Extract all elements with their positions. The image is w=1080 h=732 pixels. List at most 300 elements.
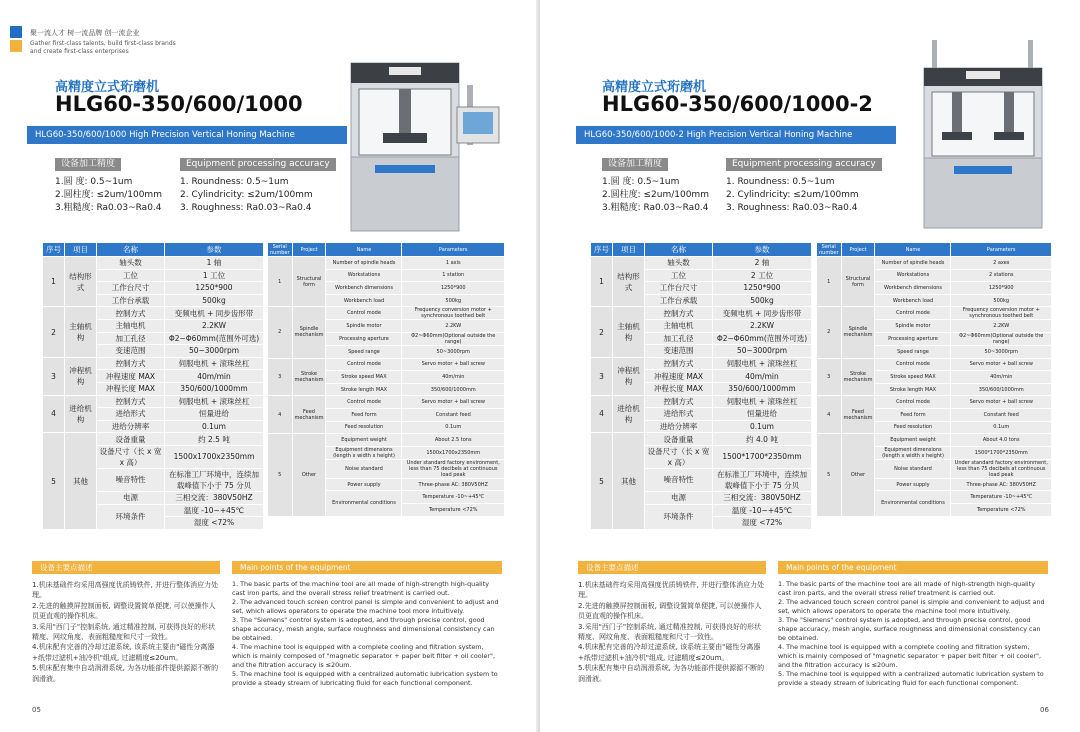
accuracy-pill-en: Equipment processing accuracy <box>180 158 336 171</box>
value-cell: 变频电机 + 同步齿形带 <box>713 307 812 320</box>
project-cell: 冲程机构 <box>613 357 645 395</box>
value-cell: 0.1um <box>402 421 505 434</box>
value-cell: 50~3000rpm <box>165 345 264 358</box>
accuracy-item: 3.粗糙度: Ra0.03~Ra0.4 <box>55 203 162 213</box>
accuracy-item: 1. Roundness: 0.5~1um <box>180 177 289 187</box>
name-cell: 主轴电机 <box>97 319 165 332</box>
name-cell: Processing aperture <box>875 332 951 345</box>
name-cell: 控制方式 <box>97 307 165 320</box>
name-cell: Power supply <box>326 478 402 491</box>
accuracy-item: 2.圆柱度: ≤2um/100mm <box>55 190 162 200</box>
accuracy-item: 2. Cylindricity: ≤2um/100mm <box>180 190 313 200</box>
name-cell: Spindle motor <box>875 320 951 333</box>
name-cell: Feed resolution <box>326 421 402 434</box>
feature-item: 3. The "Siemens" control system is adopted, and through precise control, good shape accuracy, mesh angle, surface roughness and dimensional consistency can be obtained. <box>232 616 495 642</box>
name-cell: Workstations <box>875 269 951 282</box>
name-cell: 冲程长度 MAX <box>645 382 713 395</box>
value-cell: Φ2~Φ60mm(范围外可选) <box>713 332 812 345</box>
features-list-en <box>778 580 1050 688</box>
value-cell: 三相交流：380V50HZ <box>165 491 264 504</box>
serial-cell: 1 <box>591 257 613 307</box>
serial-cell: 1 <box>43 257 65 307</box>
machine-image-single <box>345 55 505 235</box>
name-cell: Control mode <box>875 396 951 409</box>
name-cell: Noise standard <box>875 459 951 478</box>
table-row <box>268 307 505 320</box>
value-cell: Three-phase AC: 380V50HZ <box>951 478 1052 491</box>
features-title-en: Main points of the equipment <box>778 561 1048 574</box>
serial-cell: 5 <box>817 434 842 516</box>
value-cell: 温度 -10~+45℃ <box>165 504 264 517</box>
value-cell: 50~3000rpm <box>402 345 505 358</box>
header-cell: 序号 <box>591 243 613 257</box>
value-cell: Temperature <72% <box>402 503 505 516</box>
value-cell: 0.1um <box>165 420 264 433</box>
spec-body-cn <box>43 257 264 530</box>
feature-item: 5.机床配有集中自动润滑系统, 为各功能部件提供源源不断的润滑液。 <box>32 664 219 683</box>
project-cell: Feed mechanism <box>841 396 875 434</box>
name-cell: 工位 <box>97 269 165 282</box>
name-cell: Control mode <box>326 307 402 320</box>
name-cell: 电源 <box>97 491 165 504</box>
value-cell: 1500*1700*2350mm <box>713 445 812 468</box>
value-cell: 350/600/1000mm <box>951 383 1052 396</box>
accuracy-item: 3. Roughness: Ra0.03~Ra0.4 <box>180 203 312 213</box>
serial-cell: 3 <box>43 357 65 395</box>
serial-cell: 4 <box>43 395 65 433</box>
value-cell: 温度 -10~+45℃ <box>713 504 812 517</box>
value-cell: 0.1um <box>713 420 812 433</box>
product-bar: HLG60-350/600/1000-2 High Precision Vertical Honing Machine <box>576 126 896 144</box>
name-cell: Control mode <box>875 307 951 320</box>
project-cell: Feed mechanism <box>292 396 326 434</box>
page-right <box>540 0 1080 732</box>
name-cell: 冲程速度 MAX <box>645 370 713 383</box>
name-cell: Stroke speed MAX <box>875 371 951 384</box>
name-cell: Spindle motor <box>326 320 402 333</box>
value-cell: Servo motor + ball screw <box>402 358 505 371</box>
accuracy-item: 3. Roughness: Ra0.03~Ra0.4 <box>726 203 858 213</box>
value-cell: 50~3000rpm <box>951 345 1052 358</box>
name-cell: 噪音特性 <box>97 468 165 491</box>
name-cell: 轴头数 <box>645 257 713 270</box>
name-cell: Equipment dimensions (length x width x height) <box>875 446 951 459</box>
value-cell: Frequency conversion motor + synchronous toothed belt <box>951 307 1052 320</box>
header-cell: 项目 <box>613 243 645 257</box>
name-cell: 设备尺寸（长 x 宽 x 高） <box>645 445 713 468</box>
project-cell: 主轴机构 <box>65 307 97 357</box>
accuracy-item: 1.圆 度: 0.5~1um <box>55 177 133 187</box>
name-cell: 工作台尺寸 <box>97 282 165 295</box>
value-cell: 三相交流：380V50HZ <box>713 491 812 504</box>
table-row <box>268 434 505 447</box>
accuracy-item: 1.圆 度: 0.5~1um <box>602 177 680 187</box>
table-row <box>43 257 264 270</box>
accuracy-item: 3.粗糙度: Ra0.03~Ra0.4 <box>602 203 709 213</box>
accuracy-item: 2.圆柱度: ≤2um/100mm <box>602 190 709 200</box>
table-row <box>817 307 1052 320</box>
features-list-cn <box>32 580 220 684</box>
value-cell: 50~3000rpm <box>713 345 812 358</box>
table-row <box>817 257 1052 270</box>
table-row <box>43 433 264 446</box>
serial-cell: 3 <box>591 357 613 395</box>
name-cell: Feed resolution <box>875 421 951 434</box>
name-cell: Environmental conditions <box>875 491 951 516</box>
name-cell: Workbench load <box>875 294 951 307</box>
value-cell: 伺服电机 + 滚珠丝杠 <box>165 395 264 408</box>
name-cell: 冲程速度 MAX <box>97 370 165 383</box>
product-bar: HLG60-350/600/1000 High Precision Vertical Honing Machine <box>27 126 347 144</box>
value-cell: Constant feed <box>402 408 505 421</box>
value-cell: 0.1um <box>951 421 1052 434</box>
accuracy-item: 1. Roundness: 0.5~1um <box>726 177 835 187</box>
table-row <box>268 358 505 371</box>
serial-cell: 3 <box>268 358 293 396</box>
feature-item: 3.采用"西门子"控制系统, 通过精准控制, 可获得良好的形状精度、网纹角度、表面粗糙度和尺寸一致性。 <box>578 622 762 642</box>
table-row <box>591 257 812 270</box>
value-cell: 1250*900 <box>713 282 812 295</box>
value-cell: About 2.5 tons <box>402 434 505 447</box>
value-cell: 2 工位 <box>713 269 812 282</box>
value-cell: Constant feed <box>951 408 1052 421</box>
value-cell: 350/600/1000mm <box>165 382 264 395</box>
name-cell: 控制方式 <box>97 357 165 370</box>
table-row <box>817 434 1052 447</box>
name-cell: Power supply <box>875 478 951 491</box>
serial-cell: 4 <box>268 396 293 434</box>
slogan-en-line1: Gather first-class talents, build first-class brands <box>30 40 176 47</box>
accuracy-item: 2. Cylindricity: ≤2um/100mm <box>726 190 859 200</box>
value-cell: 40m/min <box>402 371 505 384</box>
name-cell: Workbench load <box>326 294 402 307</box>
feature-item: 5. The machine tool is equipped with a centralized automatic lubrication system to provide a steady stream of lubricating fluid for each functional component. <box>232 670 498 687</box>
feature-item: 5. The machine tool is equipped with a centralized automatic lubrication system to provide a steady stream of lubricating fluid for each functional component. <box>778 670 1044 687</box>
value-cell: 40m/min <box>713 370 812 383</box>
table-row <box>591 357 812 370</box>
name-cell: Stroke speed MAX <box>326 371 402 384</box>
table-row <box>591 307 812 320</box>
serial-cell: 1 <box>268 257 293 307</box>
value-cell: 1250*900 <box>951 282 1052 295</box>
serial-cell: 5 <box>43 433 65 529</box>
name-cell: 环境条件 <box>97 504 165 529</box>
name-cell: Control mode <box>326 358 402 371</box>
name-cell: 控制方式 <box>97 395 165 408</box>
value-cell: 500kg <box>402 294 505 307</box>
header-cell: Name <box>326 243 402 257</box>
header-cell: Project <box>841 243 875 257</box>
project-cell: Spindle mechanism <box>841 307 875 358</box>
feature-item: 3. The "Siemens" control system is adopted, and through precise control, good shape accuracy, mesh angle, surface roughness and dimensional consistency can be obtained. <box>778 616 1041 642</box>
accuracy-list-cn <box>602 176 709 215</box>
table-row <box>268 257 505 270</box>
serial-cell: 2 <box>817 307 842 358</box>
value-cell: 1500x1700x2350mm <box>165 445 264 468</box>
feature-item: 4. The machine tool is equipped with a complete cooling and filtration system, which is mainly composed of "magnetic separator + paper belt filter + oil cooler", and the filtration accuracy is ≤20um. <box>232 643 496 669</box>
header-cell: 名称 <box>97 243 165 257</box>
value-cell: 1250*900 <box>402 282 505 295</box>
value-cell: 在标准工厂环境中，连续加载峰值下小于 75 分贝 <box>713 468 812 491</box>
project-cell: Stroke mechanism <box>841 358 875 396</box>
value-cell: 2 axes <box>951 257 1052 270</box>
header-cell: Parameters <box>951 243 1052 257</box>
header-cell: 参数 <box>165 243 264 257</box>
name-cell: 冲程长度 MAX <box>97 382 165 395</box>
value-cell: 1500x1700x2350mm <box>402 446 505 459</box>
accuracy-pill-cn: 设备加工精度 <box>55 158 121 171</box>
name-cell: Control mode <box>326 396 402 409</box>
project-cell: 结构形式 <box>613 257 645 307</box>
name-cell: 进给分辨率 <box>97 420 165 433</box>
name-cell: 进给形式 <box>645 408 713 421</box>
model-title: HLG60-350/600/1000 <box>55 92 303 116</box>
table-row <box>817 358 1052 371</box>
accuracy-list-cn <box>55 176 162 215</box>
value-cell: 恒量进给 <box>165 408 264 421</box>
header-cell: 序号 <box>43 243 65 257</box>
serial-cell: 5 <box>591 433 613 529</box>
serial-cell: 2 <box>268 307 293 358</box>
project-cell: 冲程机构 <box>65 357 97 395</box>
value-cell: Φ2~Φ60mm(Optional outside the range) <box>951 332 1052 345</box>
name-cell: 变速范围 <box>645 345 713 358</box>
value-cell: Temperature -10~+45℃ <box>402 491 505 504</box>
feature-item: 1.机床基础件均采用高强度优质铸铁件, 并进行整体消应力处理。 <box>32 581 219 600</box>
header-cell: Project <box>292 243 326 257</box>
name-cell: 设备尺寸（长 x 宽 x 高） <box>97 445 165 468</box>
features-list-en <box>232 580 504 688</box>
name-cell: Workbench dimensions <box>326 282 402 295</box>
name-cell: 设备重量 <box>645 433 713 446</box>
value-cell: 500kg <box>951 294 1052 307</box>
name-cell: Equipment weight <box>875 434 951 447</box>
name-cell: 主轴电机 <box>645 319 713 332</box>
accuracy-pill-cn: 设备加工精度 <box>602 158 668 171</box>
feature-item: 4. The machine tool is equipped with a complete cooling and filtration system, which is mainly composed of "magnetic separator + paper belt filter + oil cooler", and the filtration accuracy is ≤20um. <box>778 643 1042 669</box>
features-list-cn <box>578 580 766 684</box>
spec-body-en <box>268 257 505 517</box>
value-cell: 1 axis <box>402 257 505 270</box>
slogan-cn: 聚一流人才 树一流品牌 创一流企业 <box>30 29 140 37</box>
name-cell: Workstations <box>326 269 402 282</box>
value-cell: Under standard factory environment, less than 75 decibels at continuous load peak <box>951 459 1052 478</box>
value-cell: 伺服电机 + 滚珠丝杠 <box>713 357 812 370</box>
project-cell: Stroke mechanism <box>292 358 326 396</box>
spec-table-cn <box>42 242 264 530</box>
value-cell: 40m/min <box>951 371 1052 384</box>
value-cell: Φ2~Φ60mm(范围外可选) <box>165 332 264 345</box>
title-cn: 高精度立式珩磨机 <box>602 80 707 95</box>
value-cell: 伺服电机 + 滚珠丝杠 <box>165 357 264 370</box>
serial-cell: 1 <box>817 257 842 307</box>
name-cell: Stroke length MAX <box>875 383 951 396</box>
name-cell: 工作台承载 <box>645 294 713 307</box>
value-cell: 变频电机 + 同步齿形带 <box>165 307 264 320</box>
project-cell: 其他 <box>613 433 645 529</box>
value-cell: Frequency conversion motor + synchronous toothed belt <box>402 307 505 320</box>
serial-cell: 4 <box>591 395 613 433</box>
feature-item: 4.机床配有完善的冷却过滤系统, 该系统主要由"磁性分离器+纸带过滤机+油冷机"组成, 过滤精度≤20um。 <box>578 643 761 662</box>
value-cell: Temperature <72% <box>951 503 1052 516</box>
value-cell: 2.2KW <box>713 319 812 332</box>
project-cell: Structural form <box>841 257 875 307</box>
name-cell: 变速范围 <box>97 345 165 358</box>
value-cell: 350/600/1000mm <box>402 383 505 396</box>
value-cell: 350/600/1000mm <box>713 382 812 395</box>
name-cell: 工作台承载 <box>97 294 165 307</box>
name-cell: 控制方式 <box>645 307 713 320</box>
value-cell: Servo motor + ball screw <box>402 396 505 409</box>
value-cell: 约 4.0 吨 <box>713 433 812 446</box>
serial-cell: 4 <box>817 396 842 434</box>
name-cell: 加工孔径 <box>645 332 713 345</box>
name-cell: 工位 <box>645 269 713 282</box>
name-cell: 设备重量 <box>97 433 165 446</box>
project-cell: 进给机构 <box>613 395 645 433</box>
corner-square-blue <box>10 26 22 38</box>
features-title-cn: 设备主要点描述 <box>578 561 766 574</box>
model-title: HLG60-350/600/1000-2 <box>602 92 873 116</box>
name-cell: 工作台尺寸 <box>645 282 713 295</box>
value-cell: 1 工位 <box>165 269 264 282</box>
header-cell: Serial number <box>268 243 293 257</box>
value-cell: 2.2KW <box>165 319 264 332</box>
value-cell: 2 stations <box>951 269 1052 282</box>
value-cell: 2 轴 <box>713 257 812 270</box>
feature-item: 2.先进的触摸屏控制面板, 调整设置简单便捷, 可以使操作人员更直观的操作机床。 <box>578 601 762 621</box>
feature-item: 3.采用"西门子"控制系统, 通过精准控制, 可获得良好的形状精度、网纹角度、表面粗糙度和尺寸一致性。 <box>32 622 216 642</box>
name-cell: Workbench dimensions <box>875 282 951 295</box>
spec-table-cn <box>590 242 812 530</box>
feature-item: 5.机床配有集中自动润滑系统, 为各功能部件提供源源不断的润滑液。 <box>578 664 765 683</box>
value-cell: 约 2.5 吨 <box>165 433 264 446</box>
accuracy-list-en <box>726 176 859 215</box>
name-cell: 控制方式 <box>645 357 713 370</box>
spec-table-en <box>267 242 505 517</box>
value-cell: 1500*1700*2350mm <box>951 446 1052 459</box>
value-cell: 在标准工厂环境中，连续加载峰值下小于 75 分贝 <box>165 468 264 491</box>
name-cell: Feed form <box>875 408 951 421</box>
name-cell: Noise standard <box>326 459 402 478</box>
feature-item: 2. The advanced touch screen control panel is simple and convenient to adjust and set, which allows operators to operate the machine tool more intuitively. <box>778 598 1045 615</box>
name-cell: Equipment dimensions (length x width x height) <box>326 446 402 459</box>
name-cell: Speed range <box>326 345 402 358</box>
table-row <box>43 307 264 320</box>
value-cell: Φ2~Φ60mm(Optional outside the range) <box>402 332 505 345</box>
value-cell: Servo motor + ball screw <box>951 396 1052 409</box>
table-row <box>43 395 264 408</box>
slogan-en <box>30 40 210 56</box>
value-cell: Temperature -10~+45℃ <box>951 491 1052 504</box>
project-cell: Structural form <box>292 257 326 307</box>
features-title-en: Main points of the equipment <box>232 561 502 574</box>
project-cell: 进给机构 <box>65 395 97 433</box>
features-title-cn: 设备主要点描述 <box>32 561 220 574</box>
name-cell: 控制方式 <box>645 395 713 408</box>
serial-cell: 2 <box>591 307 613 357</box>
value-cell: Servo motor + ball screw <box>951 358 1052 371</box>
value-cell: 2.2KW <box>951 320 1052 333</box>
name-cell: 电源 <box>645 491 713 504</box>
header-cell: Serial number <box>817 243 842 257</box>
header-cell: Name <box>875 243 951 257</box>
page-number: 06 <box>1040 706 1049 714</box>
project-cell: 其他 <box>65 433 97 529</box>
header-cell: 参数 <box>713 243 812 257</box>
project-cell: Spindle mechanism <box>292 307 326 358</box>
serial-cell: 2 <box>43 307 65 357</box>
name-cell: 加工孔径 <box>97 332 165 345</box>
feature-item: 2. The advanced touch screen control panel is simple and convenient to adjust and set, which allows operators to operate the machine tool more intuitively. <box>232 598 499 615</box>
value-cell: About 4.0 tons <box>951 434 1052 447</box>
value-cell: 500kg <box>713 294 812 307</box>
value-cell: 湿度 <72% <box>713 517 812 530</box>
corner-square-orange <box>10 40 22 52</box>
table-row <box>591 433 812 446</box>
value-cell: Three-phase AC: 380V50HZ <box>402 478 505 491</box>
name-cell: Number of spindle heads <box>326 257 402 270</box>
header-cell: Parameters <box>402 243 505 257</box>
value-cell: 40m/min <box>165 370 264 383</box>
feature-item: 4.机床配有完善的冷却过滤系统, 该系统主要由"磁性分离器+纸带过滤机+油冷机"组成, 过滤精度≤20um。 <box>32 643 215 662</box>
table-row <box>268 396 505 409</box>
project-cell: Other <box>292 434 326 516</box>
name-cell: Equipment weight <box>326 434 402 447</box>
value-cell: 2.2KW <box>402 320 505 333</box>
table-row <box>591 395 812 408</box>
name-cell: Environmental conditions <box>326 491 402 516</box>
serial-cell: 3 <box>817 358 842 396</box>
name-cell: Speed range <box>875 345 951 358</box>
spec-table-en <box>816 242 1052 517</box>
project-cell: 主轴机构 <box>613 307 645 357</box>
name-cell: Stroke length MAX <box>326 383 402 396</box>
feature-item: 1.机床基础件均采用高强度优质铸铁件, 并进行整体消应力处理。 <box>578 581 765 600</box>
feature-item: 2.先进的触摸屏控制面板, 调整设置简单便捷, 可以使操作人员更直观的操作机床。 <box>32 601 216 621</box>
feature-item: 1. The basic parts of the machine tool are all made of high-strength high-quality cast iron parts, and the overall stress relief treatment is carried out. <box>778 580 1035 597</box>
page-number: 05 <box>32 706 41 714</box>
serial-cell: 5 <box>268 434 293 516</box>
table-row <box>43 357 264 370</box>
name-cell: 进给分辨率 <box>645 420 713 433</box>
header-cell: 项目 <box>65 243 97 257</box>
value-cell: Under standard factory environment, less than 75 decibels at continuous load peak <box>402 459 505 478</box>
name-cell: 噪音特性 <box>645 468 713 491</box>
feature-item: 1. The basic parts of the machine tool are all made of high-strength high-quality cast iron parts, and the overall stress relief treatment is carried out. <box>232 580 489 597</box>
name-cell: Number of spindle heads <box>875 257 951 270</box>
accuracy-list-en <box>180 176 313 215</box>
value-cell: 伺服电机 + 滚珠丝杠 <box>713 395 812 408</box>
value-cell: 湿度 <72% <box>165 517 264 530</box>
spec-body-en <box>817 257 1052 517</box>
header-cell: 名称 <box>645 243 713 257</box>
value-cell: 500kg <box>165 294 264 307</box>
value-cell: 1250*900 <box>165 282 264 295</box>
value-cell: 恒量进给 <box>713 408 812 421</box>
value-cell: 1 轴 <box>165 257 264 270</box>
project-cell: Other <box>841 434 875 516</box>
project-cell: 结构形式 <box>65 257 97 307</box>
title-cn: 高精度立式珩磨机 <box>55 80 160 95</box>
name-cell: Processing aperture <box>326 332 402 345</box>
name-cell: Feed form <box>326 408 402 421</box>
name-cell: 进给形式 <box>97 408 165 421</box>
machine-image-double <box>918 40 1048 230</box>
name-cell: 环境条件 <box>645 504 713 529</box>
accuracy-pill-en: Equipment processing accuracy <box>726 158 882 171</box>
value-cell: 1 station <box>402 269 505 282</box>
